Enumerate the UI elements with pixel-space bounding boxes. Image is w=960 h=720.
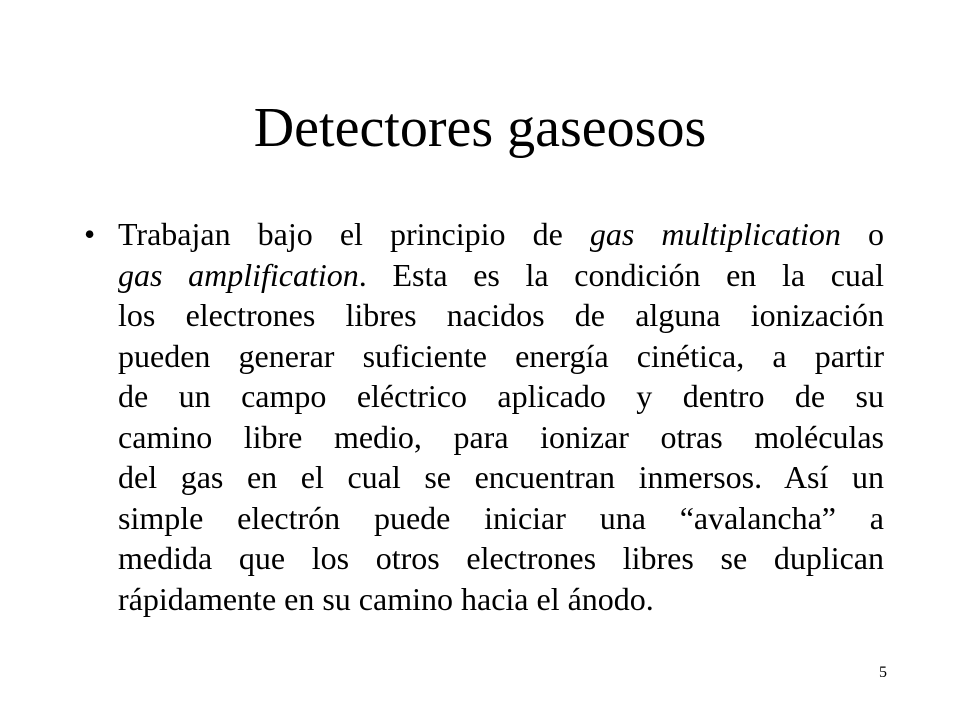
page-number: 5 [879, 664, 887, 681]
bullet-line: simple electrón puede iniciar una “avalancha” a [118, 499, 884, 536]
bullet-line [118, 255, 884, 296]
bullet-text [118, 214, 884, 619]
italic-term: gas amplification [118, 256, 359, 293]
text-run: . Esta es la condición en la cual [358, 256, 885, 293]
italic-term: gas multiplication [589, 216, 841, 252]
text-run: Trabajan bajo el principio de [118, 216, 590, 252]
bullet-line: los electrones libres nacidos de alguna ionización [118, 297, 884, 333]
bullet-line: del gas en el cual se encuentran inmersos. Así un [118, 459, 884, 495]
bullet-item [84, 214, 884, 619]
slide-title: Detectores gaseosos [253, 97, 707, 159]
bullet-line [118, 214, 884, 255]
bullet-line: pueden generar suficiente energía cinética, a partir [118, 337, 884, 374]
bullet-line: de un campo eléctrico aplicado y dentro de su [118, 378, 884, 414]
bullet-line: rápidamente en su camino hacia el ánodo. [118, 580, 654, 617]
text-run: o [840, 216, 885, 252]
bullet-marker: • [84, 216, 96, 252]
bullet-line: camino libre medio, para ionizar otras moléculas [118, 418, 884, 455]
bullet-line: medida que los otros electrones libres se duplican [118, 540, 884, 576]
